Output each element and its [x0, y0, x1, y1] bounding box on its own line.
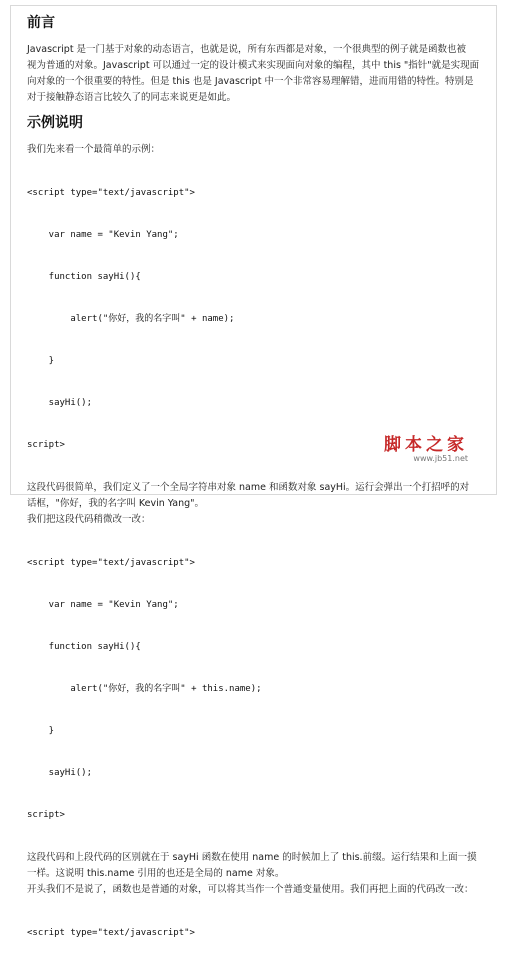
intro-line: 视为普通的对象。Javascript 可以通过一定的设计模式来实现面向对象的编程，其中 this "指针"就是实现面: [27, 60, 480, 71]
explanation-line: 这段代码和上段代码的区别就在于 sayHi 函数在使用 name 的时候加上了 this.前缀。运行结果和上面一摸: [27, 852, 477, 863]
explanation-line: 话框，"你好，我的名字叫 Kevin Yang"。: [27, 498, 205, 509]
modify-intro: 我们把这段代码稍微改一改：: [27, 514, 151, 525]
intro-paragraph: [27, 42, 480, 106]
heading-example: 示例说明: [27, 115, 83, 131]
intro-line: 向对象的一个很重要的特性。但是 this 也是 Javascript 中一个非常容易理解错，进而用错的特性。特别是: [27, 76, 474, 87]
code-line: function sayHi(){: [27, 272, 141, 282]
code-line: script>: [27, 810, 65, 820]
code-block-2: [27, 528, 480, 850]
explanation-1: [27, 480, 480, 512]
watermark-url: www.jb51.net: [413, 454, 468, 463]
explanation-line: 这段代码很简单，我们定义了一个全局字符串对象 name 和函数对象 sayHi。运行会弹出一个打招呼的对: [27, 482, 470, 493]
explanation-line: 开头我们不是说了，函数也是普通的对象，可以将其当作一个普通变量使用。我们再把上面的代码改一改：: [27, 884, 474, 895]
code-line: }: [27, 356, 55, 366]
example-intro: 我们先来看一个最简单的示例：: [27, 144, 161, 155]
code-line: }: [27, 726, 55, 736]
code-line: sayHi();: [27, 398, 93, 408]
watermark-title: 脚本之家: [384, 435, 468, 455]
code-line: sayHi();: [27, 768, 93, 778]
article-frame: [10, 5, 497, 938]
code-line: <script type="text/javascript">: [27, 188, 195, 198]
code-line: <script type="text/javascript">: [27, 558, 195, 568]
code-line: var name = "Kevin Yang";: [27, 600, 179, 610]
code-line: <script type="text/javascript">: [27, 928, 195, 938]
code-line: alert("你好，我的名字叫" + name);: [27, 314, 235, 324]
code-block-3: [27, 898, 480, 968]
article-body: [11, 6, 496, 968]
intro-line: 对于接触静态语言比较久了的同志来说更是如此。: [27, 92, 237, 103]
code-line: script>: [27, 440, 65, 450]
code-line: function sayHi(){: [27, 642, 141, 652]
code-line: alert("你好，我的名字叫" + this.name);: [27, 684, 262, 694]
code-block-1: [27, 158, 480, 480]
code-line: var name = "Kevin Yang";: [27, 230, 179, 240]
intro-line: Javascript 是一门基于对象的动态语言，也就是说，所有东西都是对象，一个很典型的例子就是函数也被: [27, 44, 467, 55]
heading-intro: 前言: [27, 15, 55, 31]
explanation-2: [27, 850, 480, 898]
explanation-line: 一样。这说明 this.name 引用的也还是全局的 name 对象。: [27, 868, 285, 879]
